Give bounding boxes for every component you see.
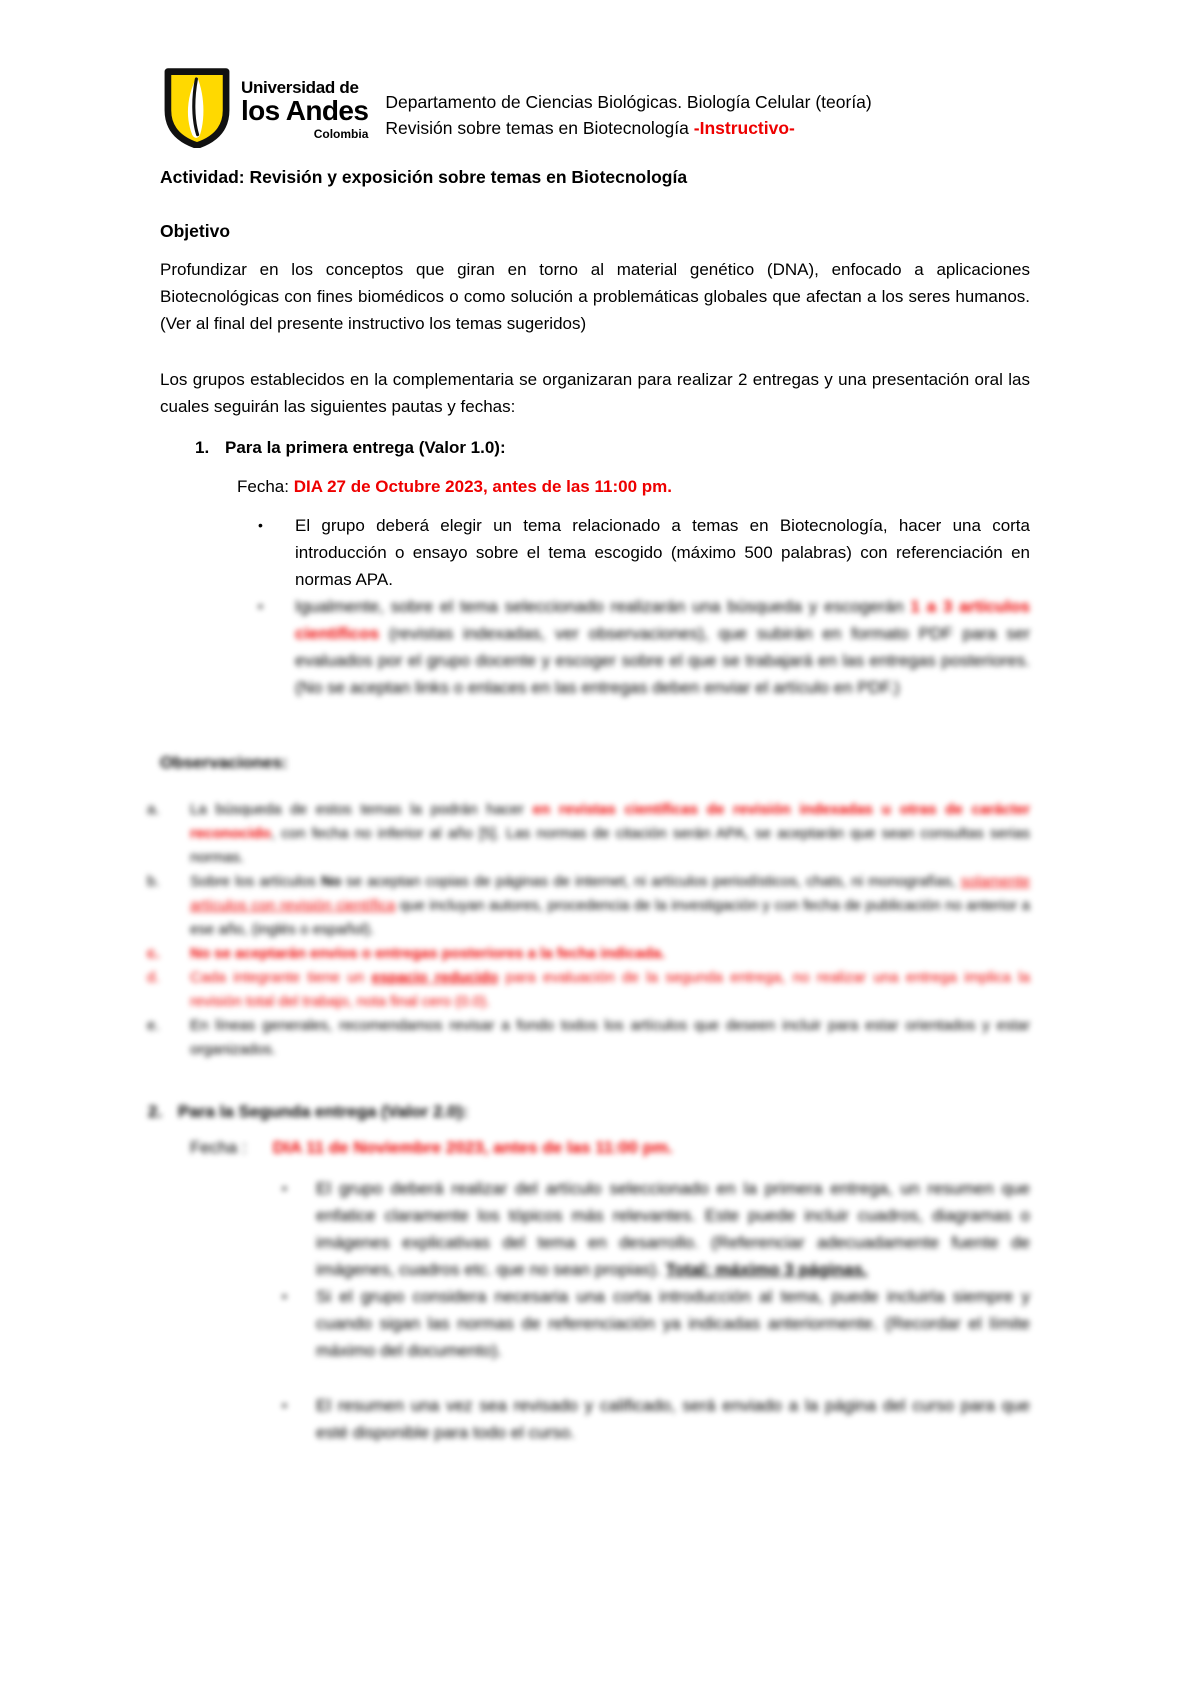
- seg-red: Cada integrante tiene un: [190, 969, 372, 986]
- bullet-item: [160, 1283, 1030, 1364]
- bullet-text: El grupo deberá elegir un tema relacionado a temas en Biotecnología, hacer una corta introducción o ensayo sobre el tema escogido (máximo 500 palabras) con referenciación en normas APA.: [295, 516, 1030, 589]
- first-delivery-date-line: [237, 473, 1030, 500]
- first-delivery-bullets: [160, 512, 1030, 701]
- bullet-text: [316, 1175, 1030, 1283]
- observacion-item-d: [147, 966, 1030, 1014]
- header-department-line: Departamento de Ciencias Biológicas. Biología Celular (teoría): [385, 92, 872, 112]
- item-marker: a.: [147, 801, 160, 818]
- item-marker: c.: [147, 945, 160, 962]
- bullet-item-blurred: [160, 593, 1030, 701]
- bullet2-highlight: 1 a 3 artículos científicos: [295, 597, 1031, 643]
- document-header: [160, 68, 1030, 148]
- seg-red: para evaluación de la segunda entrega, no realizar una entrega implica la revisión total del trabajo, nota final cero (0.0).: [190, 969, 1030, 1010]
- fecha-label: Fecha:: [237, 477, 294, 496]
- second-delivery-date: DIA 11 de Noviembre 2023, antes de las 11:00 pm.: [272, 1138, 673, 1157]
- bullet-marker: •: [258, 598, 263, 614]
- uniandes-logo: [160, 68, 368, 148]
- header-subject-line: [385, 115, 871, 141]
- second-delivery-number: 2.: [148, 1102, 163, 1121]
- item-marker: b.: [147, 873, 160, 890]
- uniandes-shield-icon: [160, 68, 234, 148]
- observacion-item-e: [147, 1014, 1030, 1062]
- bullet-text: El resumen una vez sea revisado y calificado, será enviado a la página del curso para que esté disponible para todo el curso.: [316, 1396, 1030, 1442]
- item-text: En líneas generales, recomendamos revisar a fondo todos los artículos que deseen incluir para estar orientados y estar organizados.: [190, 1017, 1030, 1058]
- seg-red: en revistas científicas de revisión indexadas u otras de carácter reconocido: [190, 801, 1030, 842]
- bullet-text-blurred: [295, 593, 1030, 701]
- item-text: No se aceptarán envíos o entregas posteriores a la fecha indicada.: [190, 945, 666, 962]
- header-course-info: [385, 68, 871, 141]
- observacion-item-a: [147, 798, 1030, 870]
- objective-heading: Objetivo: [160, 221, 231, 241]
- second-delivery-section: [148, 1098, 1030, 1446]
- bullet-text: Si el grupo considera necesaria una corta introducción al tema, puede incluirla siempre y cuando sigan las normas de referenciación ya indicadas anteriormente. (Recordar el límite máximo del documento).: [316, 1287, 1030, 1360]
- seg: , con fecha no inferior al año [5]. Las normas de citación serán APA, se aceptarán que sean consultas serias normas.: [190, 825, 1030, 866]
- item-marker: e.: [147, 1017, 160, 1034]
- item-text: [190, 966, 1030, 1014]
- seg: El grupo deberá realizar del artículo seleccionado en la primera entrega, un resumen que enfatice claramente los tópicos más relevantes. Este puede incluir cuadros, diagramas o imágenes explicativas del tema en desarrollo. (Referenciar adecuadamente fuente de imágenes, cuadros etc. que no sean propias).: [316, 1179, 1030, 1279]
- observaciones-list: [147, 798, 1030, 1062]
- seg: que incluyan autores, procedencia de la investigación y con fecha de publicación no anterior a ese año, (inglés o español).: [190, 897, 1031, 938]
- seg-red-bold-underline: espacio reducido: [371, 969, 499, 986]
- second-delivery-bullets: [160, 1175, 1030, 1446]
- bullet2-part2: (revistas indexadas, ver observaciones), que subirán en formato PDF para ser evaluados por el grupo docente y escoger sobre el que se trabajará en las entregas posteriores. (No se aceptan links o enlaces en las entregas deben enviar el artículo en PDF.): [295, 624, 1030, 697]
- observaciones-heading: Observaciones:: [160, 753, 288, 772]
- second-delivery-heading-text: Para la Segunda entrega (Valor 2.0):: [178, 1102, 469, 1121]
- bullet-item: [160, 512, 1030, 593]
- bullet-marker: •: [258, 517, 263, 533]
- header-instructivo-label: -Instructivo-: [693, 118, 795, 138]
- item-text: [190, 870, 1030, 942]
- intro-paragraph: Los grupos establecidos en la complementaria se organizaran para realizar 2 entregas y una presentación oral las cuales seguirán las siguientes pautas y fechas:: [160, 370, 1030, 416]
- bullet-marker: •: [282, 1288, 287, 1304]
- seg-bold-underline: Total: máximo 3 páginas.: [665, 1260, 868, 1279]
- fecha-label: Fecha :: [190, 1138, 247, 1157]
- bullet-marker: •: [282, 1180, 287, 1196]
- first-delivery-heading-text: Para la primera entrega (Valor 1.0):: [225, 438, 506, 457]
- second-delivery-heading: [148, 1098, 1030, 1125]
- seg: Sobre los artículos: [190, 873, 322, 890]
- seg: La búsqueda de estos temas la podrán hacer: [190, 801, 533, 818]
- bullet2-part1: Igualmente, sobre el tema seleccionado realizarán una búsqueda y escogerán: [295, 597, 911, 616]
- logo-line-universidad: Universidad de: [241, 78, 359, 97]
- observacion-item-c: [147, 942, 1030, 966]
- second-delivery-date-line: [190, 1134, 1030, 1161]
- seg: se aceptan copias de páginas de internet, ni artículos periodísticos, chats, ni monografías,: [341, 873, 961, 890]
- item-marker: d.: [147, 969, 160, 986]
- bullet-item: [160, 1392, 1030, 1446]
- observacion-item-b: [147, 870, 1030, 942]
- seg-bold: No: [321, 873, 342, 890]
- header-subject-text: Revisión sobre temas en Biotecnología: [385, 118, 694, 138]
- bullet-marker: •: [282, 1397, 287, 1413]
- uniandes-logo-text: [241, 68, 368, 141]
- activity-title: Actividad: Revisión y exposición sobre temas en Biotecnología: [160, 167, 688, 187]
- seg-red-underline: solamente artículos con revisión científica: [190, 873, 1030, 914]
- item-text: [190, 798, 1030, 870]
- bullet-item: [160, 1175, 1030, 1283]
- objective-paragraph: Profundizar en los conceptos que giran en torno al material genético (DNA), enfocado a aplicaciones Biotecnológicas con fines biomédicos o como solución a problemáticas globales que afectan a los seres humanos. (Ver al final del presente instructivo los temas sugeridos): [160, 260, 1030, 333]
- logo-line-colombia: Colombia: [313, 127, 369, 141]
- first-delivery-date: DIA 27 de Octubre 2023, antes de las 11:00 pm.: [293, 477, 672, 496]
- first-delivery-number: 1.: [195, 438, 210, 457]
- logo-line-losandes: los Andes: [241, 95, 369, 126]
- first-delivery-heading: [195, 434, 1030, 461]
